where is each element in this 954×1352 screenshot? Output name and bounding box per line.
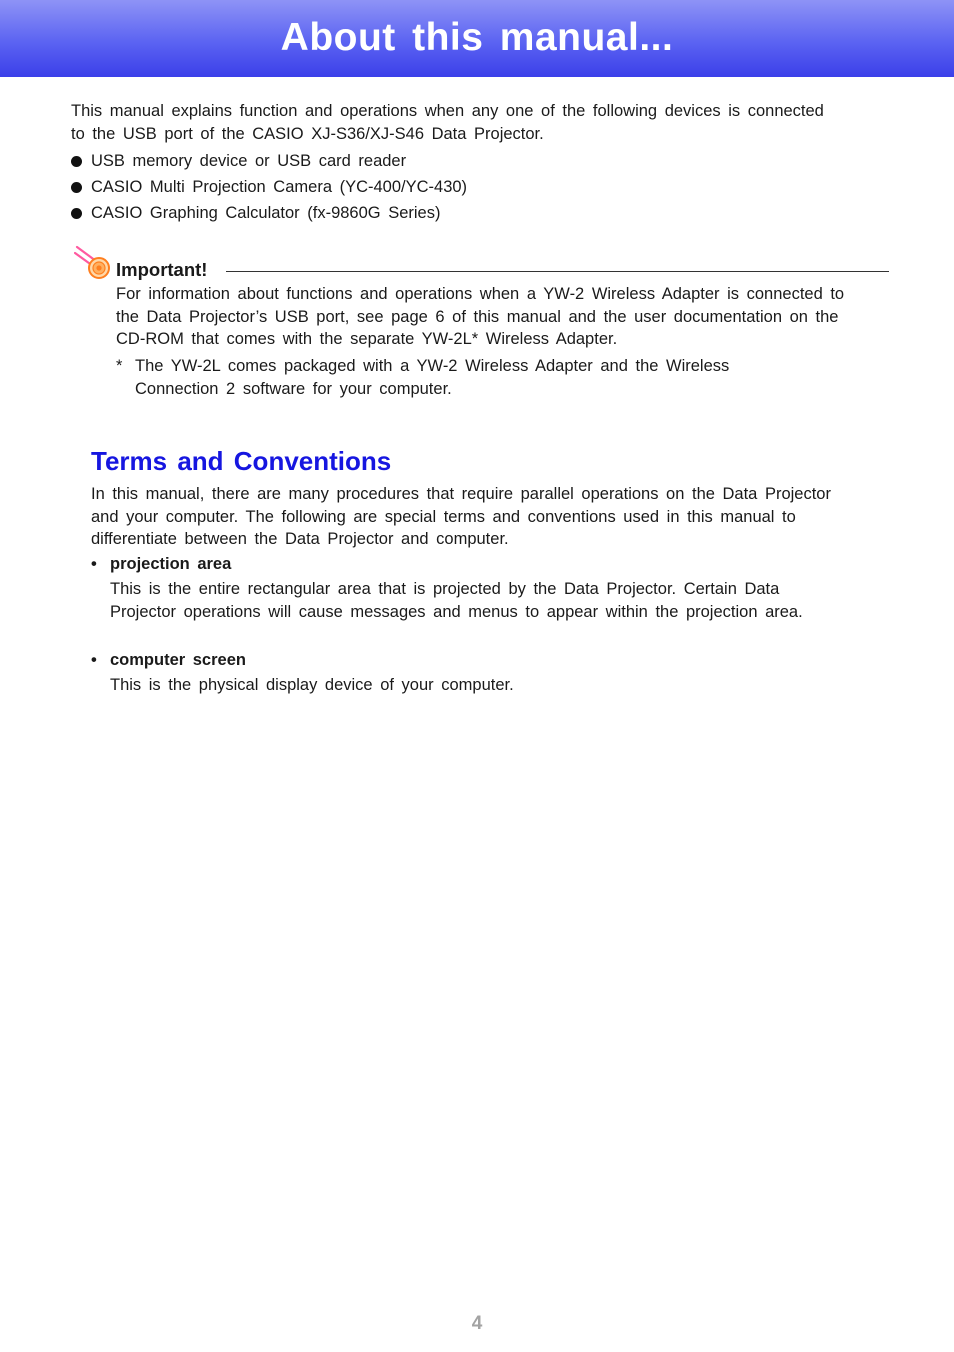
term-name: projection area <box>110 555 232 573</box>
term-name: computer screen <box>110 651 246 669</box>
list-item <box>71 176 467 202</box>
important-icon <box>74 244 112 280</box>
pushpin-icon <box>74 244 112 280</box>
device-label: CASIO Multi Projection Camera (YC-400/YC-430) <box>91 178 468 196</box>
bullet-dot-icon <box>71 182 82 193</box>
term-definition: This is the entire rectangular area that is projected by the Data Projector. Certain Data Projector operations will cause messages and menus to appear within the projection area. <box>110 580 803 621</box>
section-title: Terms and Conventions <box>91 446 392 476</box>
device-label: CASIO Graphing Calculator (fx-9860G Series) <box>91 204 441 222</box>
bullet: • <box>91 651 97 669</box>
important-heading: Important! <box>116 259 208 280</box>
important-body: For information about functions and operations when a YW-2 Wireless Adapter is connected to the Data Projector’s USB port, see page 6 of this manual and the user documentation on the CD-ROM that comes with the separate YW-2L* Wireless Adapter. <box>116 285 845 348</box>
bullet-dot-icon <box>71 156 82 167</box>
bullet: • <box>91 555 97 573</box>
page-title: About this manual... <box>280 16 674 59</box>
term-definition: This is the physical display device of your computer. <box>110 676 514 694</box>
footnote-mark: * <box>116 357 123 375</box>
device-list <box>71 150 467 228</box>
bullet-dot-icon <box>71 208 82 219</box>
device-label: USB memory device or USB card reader <box>91 152 407 170</box>
divider <box>226 271 889 272</box>
list-item <box>71 150 467 176</box>
section-intro: In this manual, there are many procedures that require parallel operations on the Data Projector and your computer. The following are special terms and conventions used in this manual to differentiate between the Data Projector and computer. <box>91 485 831 548</box>
footnote-text: The YW-2L comes packaged with a YW-2 Wireless Adapter and the Wireless Connection 2 software for your computer. <box>135 357 730 398</box>
page-number: 4 <box>471 1313 483 1334</box>
intro-paragraph: This manual explains function and operations when any one of the following devices is connected to the USB port of the CASIO XJ-S36/XJ-S46 Data Projector. <box>71 102 824 143</box>
list-item <box>71 202 467 228</box>
